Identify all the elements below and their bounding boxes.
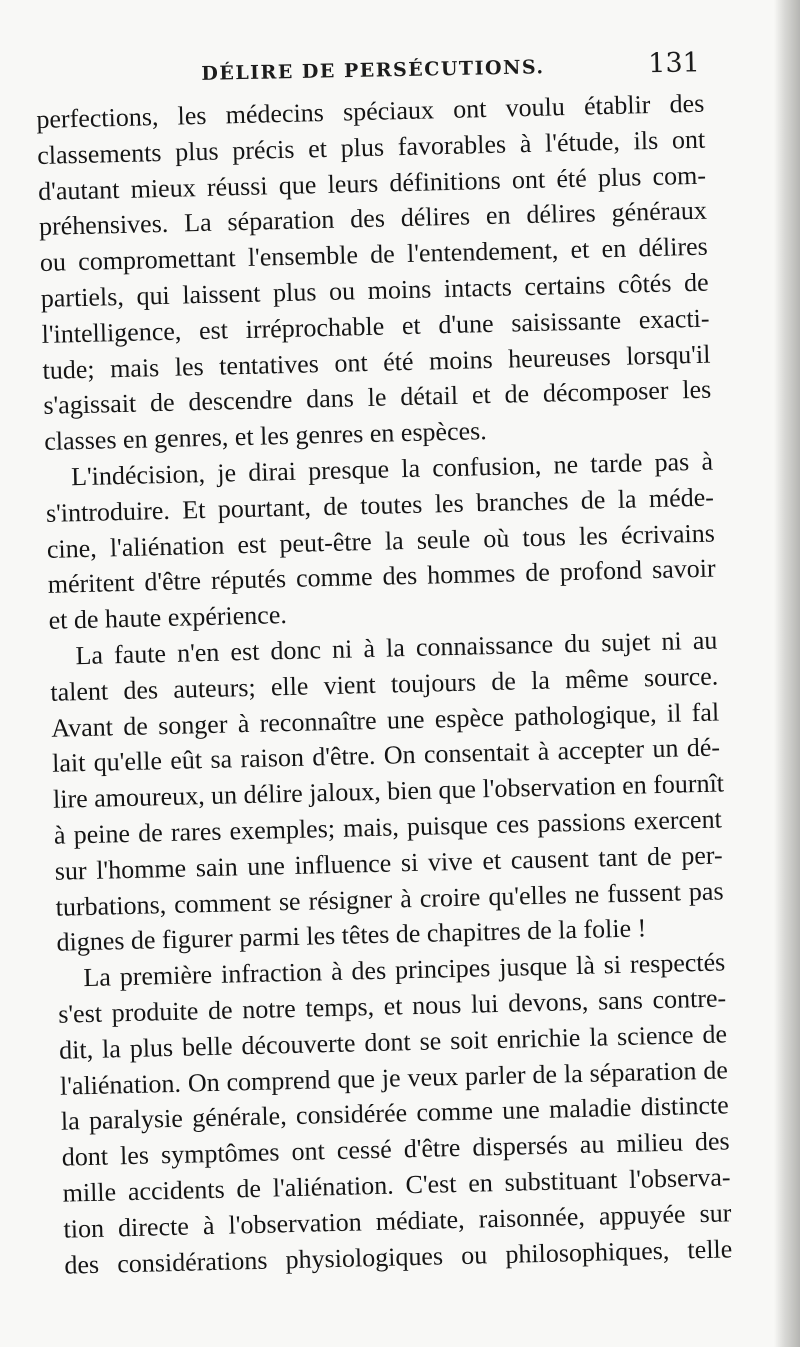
text-line: la paralysie générale, considérée comme une maladie distincte bbox=[60, 1090, 730, 1137]
text-line: des considérations physiologiques ou philosophiques, telle bbox=[64, 1233, 733, 1280]
text-line: à peine de rares exemples; mais, puisque ces passions exercent bbox=[53, 804, 723, 850]
text-line: Avant de songer à reconnaître une espèce pathologique, il fal bbox=[50, 697, 720, 743]
text-line: turbations, comment se résigner à croire qu'elles ne fussent pas bbox=[55, 875, 724, 922]
text-line: tion directe à l'observation médiate, raisonnée, appuyée sur bbox=[63, 1198, 732, 1244]
page-number: 131 bbox=[647, 47, 701, 80]
text-line: et de haute expérience. bbox=[48, 600, 288, 635]
text-line: méritent d'être réputés comme des hommes de profond savoir bbox=[47, 553, 716, 600]
text-line: s'introduire. Et pourtant, de toutes les branches de la méde- bbox=[45, 482, 715, 528]
body-text bbox=[36, 86, 733, 1283]
text-line: l'aliénation. On comprend que je veux parler de la séparation de bbox=[59, 1054, 729, 1101]
text-line: La faute n'en est donc ni à la connaissance du sujet ni au bbox=[75, 625, 718, 671]
text-line: l'intelligence, est irréprochable et d'une saisissante exacti- bbox=[41, 303, 710, 349]
text-line: dont les symptômes ont cessé d'être dispersés au milieu des bbox=[61, 1126, 730, 1172]
text-line: mille accidents de l'aliénation. C'est en substituant l'observa- bbox=[62, 1162, 731, 1208]
text-line: tude; mais les tentatives ont été moins heureuses lorsqu'il bbox=[42, 339, 711, 385]
text-line: classes en genres, et les genres en espèces. bbox=[43, 416, 488, 457]
text-line: s'agissait de descendre dans le détail et de décomposer les bbox=[43, 374, 712, 421]
text-line: s'est produite de notre temps, et nous lui devons, sans contre- bbox=[57, 983, 727, 1029]
text-line: L'indécision, je dirai presque la confusion, ne tarde pas à bbox=[70, 446, 714, 492]
running-head: DÉLIRE DE PERSÉCUTIONS. bbox=[201, 56, 545, 85]
text-line: lire amoureux, un délire jaloux, bien que l'observation en fournît bbox=[52, 768, 725, 814]
text-line: classements plus précis et plus favorables à l'étude, ils ont bbox=[36, 124, 706, 170]
text-line: dignes de figurer parmi les têtes de chapitres de la folie ! bbox=[56, 913, 647, 958]
text-line: cine, l'aliénation est peut-être la seule où tous les écrivains bbox=[46, 518, 716, 564]
text-line: dit, la plus belle découverte dont se soit enrichie la science de bbox=[58, 1019, 728, 1065]
text-line: d'autant mieux réussi que leurs définitions ont été plus com- bbox=[37, 160, 707, 206]
text-line: talent des auteurs; elle vient toujours de la même source. bbox=[50, 661, 719, 707]
text-line: lait qu'elle eût sa raison d'être. On consentait à accepter un dé- bbox=[51, 732, 721, 779]
text-line: ou compromettant l'ensemble de l'entendement, et en délires bbox=[39, 231, 709, 278]
text-line: perfections, les médecins spéciaux ont voulu établir des bbox=[36, 88, 705, 134]
page-edge-shadow bbox=[774, 0, 800, 1347]
text-line: La première infraction à des principes jusque là si respectés bbox=[83, 947, 726, 993]
text-line: sur l'homme sain une influence si vive et causent tant de per- bbox=[54, 840, 723, 886]
text-line: partiels, qui laissent plus ou moins intacts certains côtés de bbox=[40, 267, 709, 313]
text-line: préhensives. La séparation des délires en délires généraux bbox=[38, 196, 708, 242]
